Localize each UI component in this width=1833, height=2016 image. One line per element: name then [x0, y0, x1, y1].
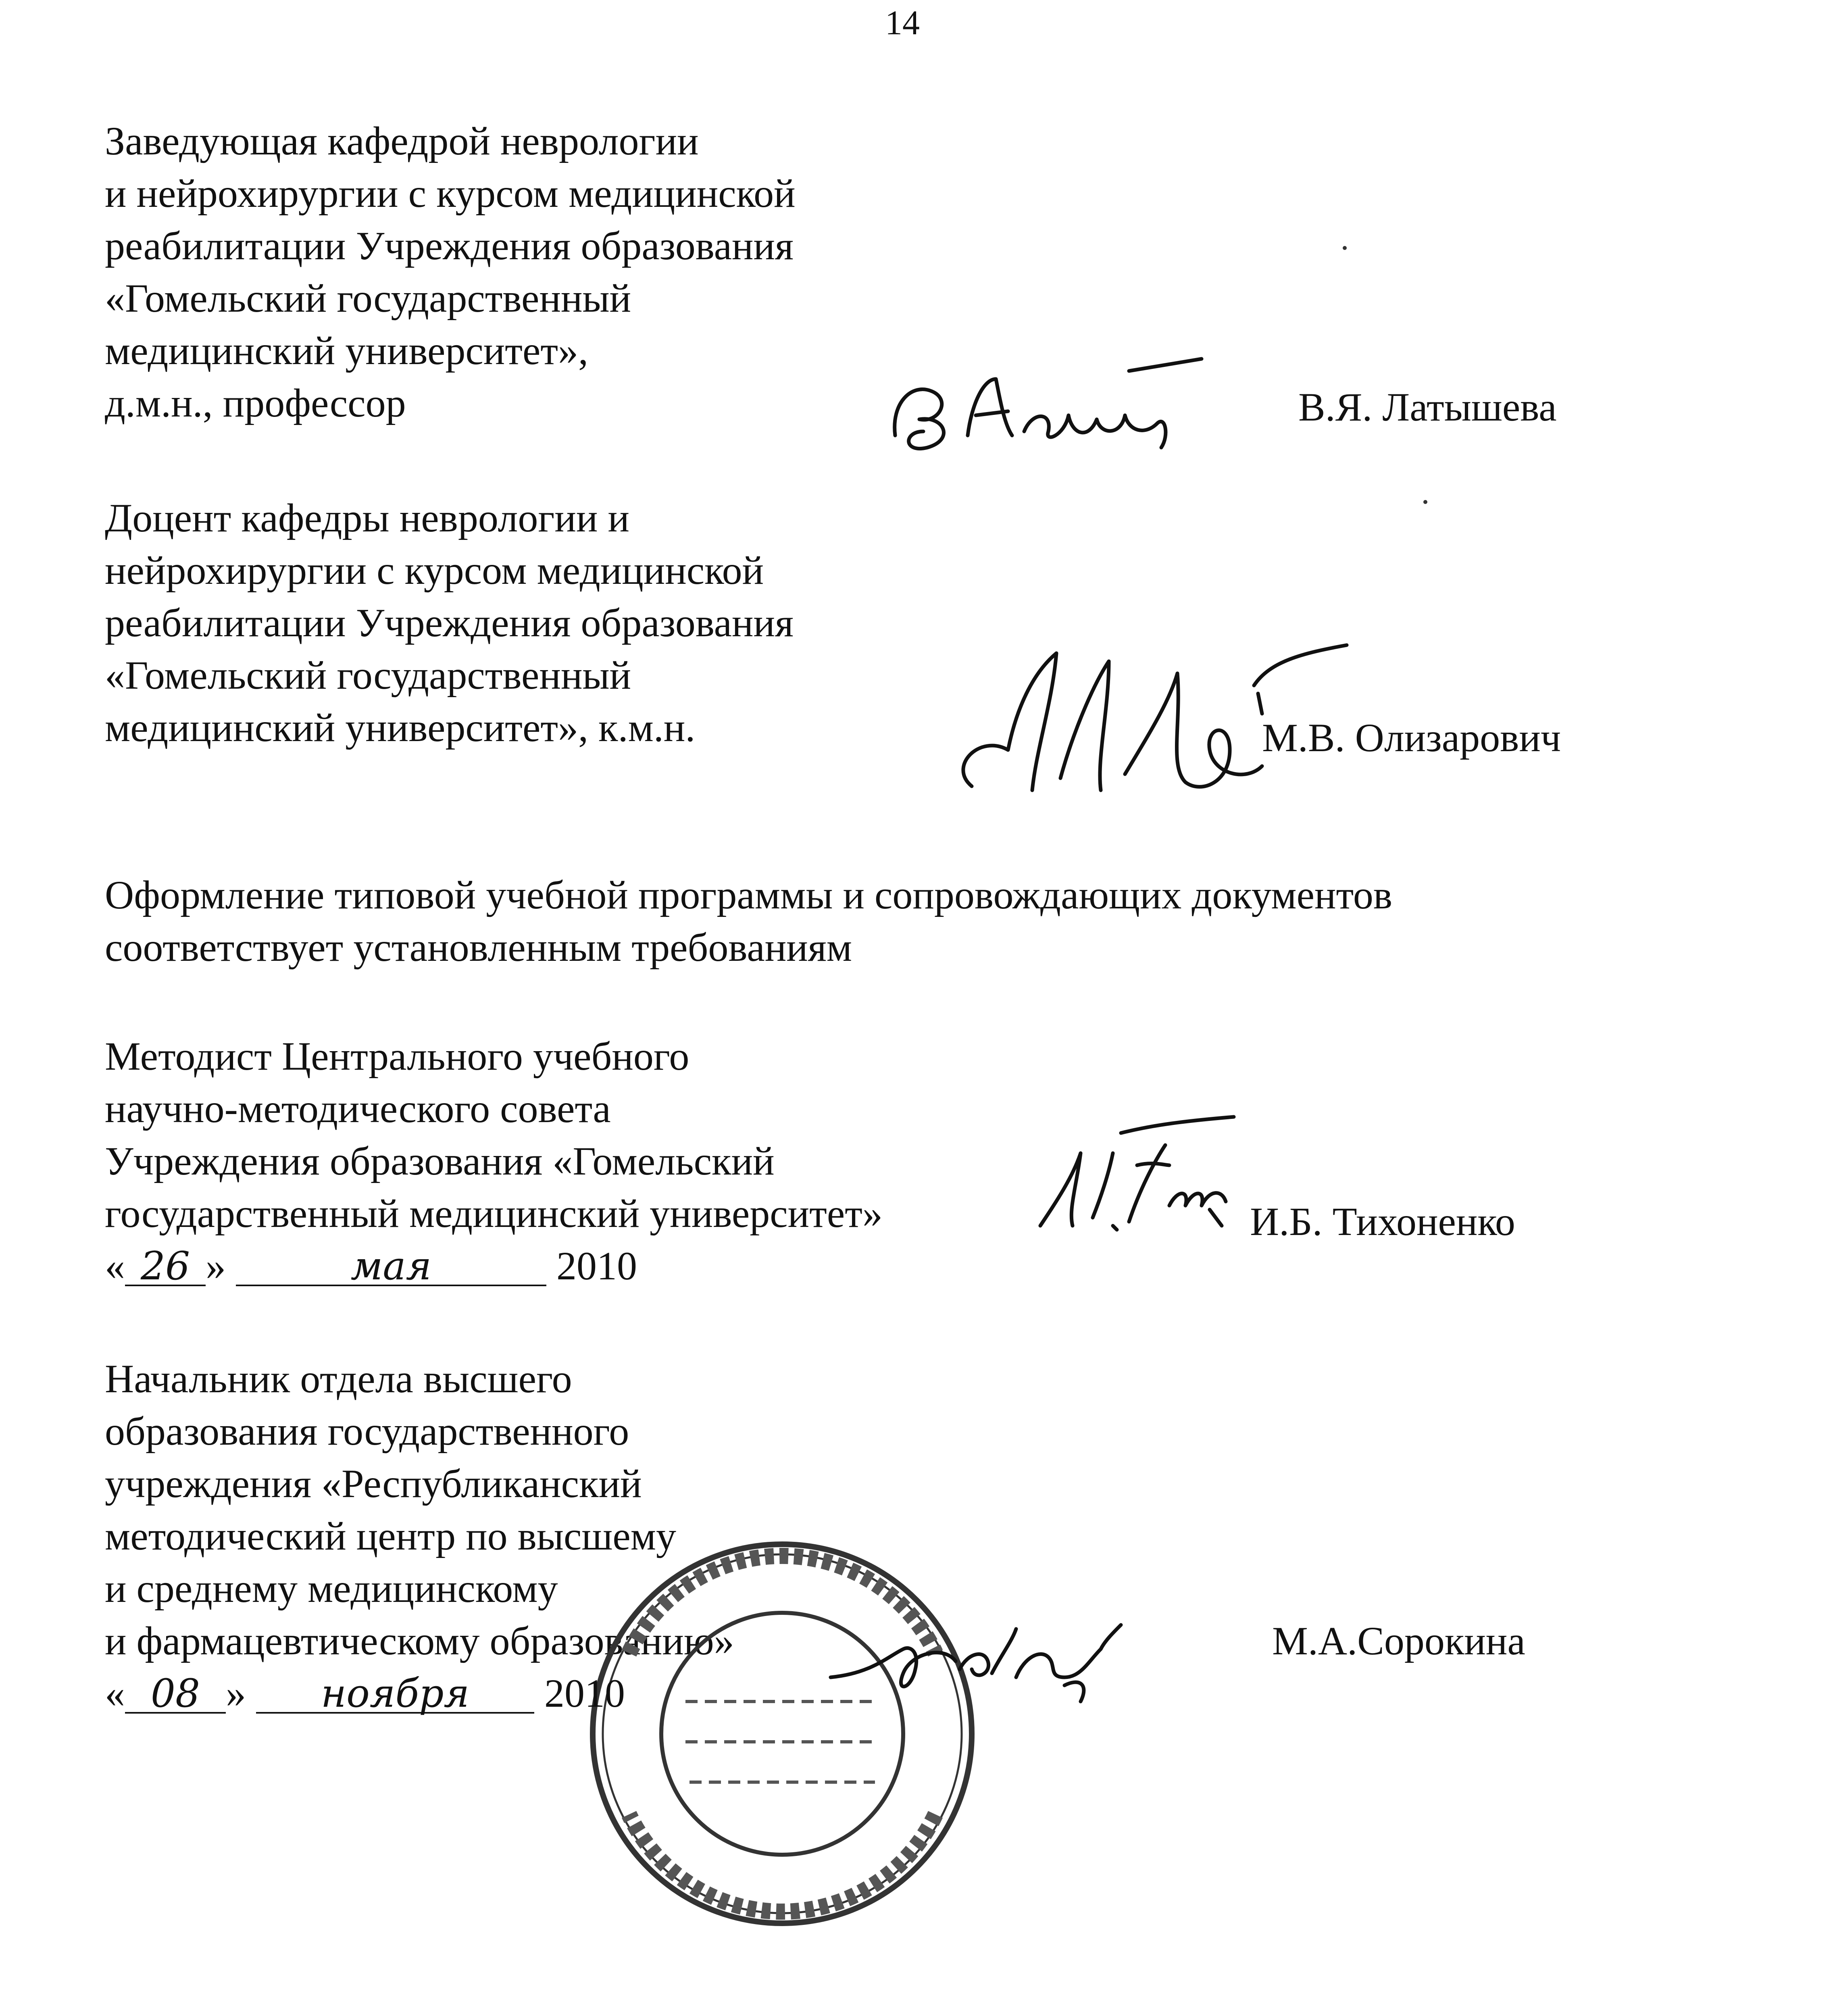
block2-line-4: «Гомельский государственный — [105, 653, 631, 698]
date-month-field — [256, 1673, 534, 1714]
note-line-2: соответствует установленным требованиям — [105, 925, 852, 970]
handwritten-signature-tikhonenko — [1032, 1105, 1242, 1242]
block1-line-1: Заведующая кафедрой неврологии — [105, 119, 699, 163]
block3-line-1: Методист Центрального учебного — [105, 1034, 689, 1079]
date-quote-open: « — [105, 1671, 125, 1716]
date-month-handwritten: мая — [350, 1243, 432, 1289]
approval-date-tikhonenko — [105, 1243, 637, 1289]
note-line-1: Оформление типовой учебной программы и сопровождающих документов — [105, 873, 1393, 917]
official-round-stamp — [581, 1532, 984, 1935]
signatory-name-tikhonenko: И.Б. Тихоненко — [1250, 1199, 1515, 1244]
date-day-field — [125, 1243, 206, 1289]
block2-line-2: нейрохирургии с курсом медицинской — [105, 548, 764, 593]
date-day-handwritten: 26 — [140, 1243, 190, 1289]
approval-date-sorokina — [105, 1673, 625, 1714]
block4-line-5: и среднему медицинскому — [105, 1566, 558, 1611]
block1-line-6: д.м.н., профессор — [105, 381, 406, 425]
block4-line-6: и фармацевтическому образованию» — [105, 1618, 734, 1663]
block1-line-5: медицинский университет», — [105, 328, 589, 373]
block4-line-1: Начальник отдела высшего — [105, 1356, 572, 1401]
block1-line-4: «Гомельский государственный — [105, 276, 631, 321]
scan-speck — [1423, 500, 1427, 504]
signatory-name-sorokina: М.А.Сорокина — [1272, 1618, 1525, 1663]
block1-line-3: реабилитации Учреждения образования — [105, 223, 794, 268]
block1-line-2: и нейрохирургии с курсом медицинской — [105, 171, 796, 216]
date-quote-close: » — [206, 1243, 226, 1288]
block4-line-3: учреждения «Республиканский — [105, 1461, 642, 1506]
date-year: 2010 — [556, 1243, 637, 1288]
block3-line-2: научно-методического совета — [105, 1086, 611, 1131]
date-day-field — [125, 1673, 226, 1714]
signatory-name-olizarovich: М.В. Олизарович — [1262, 715, 1561, 760]
block3-line-3: Учреждения образования «Гомельский — [105, 1139, 775, 1183]
date-quote-open: « — [105, 1243, 125, 1288]
handwritten-signature-latysheva — [879, 355, 1210, 460]
date-day-handwritten: 08 — [150, 1671, 200, 1716]
block2-line-3: реабилитации Учреждения образования — [105, 600, 794, 645]
scan-speck — [1343, 246, 1347, 250]
date-month-handwritten: ноября — [321, 1671, 470, 1716]
block3-line-4: государственный медицинский университет» — [105, 1191, 883, 1236]
block4-line-4: методический центр по высшему — [105, 1514, 677, 1558]
handwritten-signature-sorokina — [823, 1597, 1129, 1726]
block2-line-1: Доцент кафедры неврологии и — [105, 496, 629, 540]
date-year: 2010 — [544, 1671, 625, 1716]
block4-line-2: образования государственного — [105, 1409, 629, 1454]
date-month-field — [236, 1243, 546, 1289]
block2-line-5: медицинский университет», к.м.н. — [105, 705, 696, 750]
signatory-name-latysheva: В.Я. Латышева — [1298, 385, 1557, 429]
page-number: 14 — [885, 3, 920, 42]
date-quote-close: » — [226, 1671, 246, 1716]
